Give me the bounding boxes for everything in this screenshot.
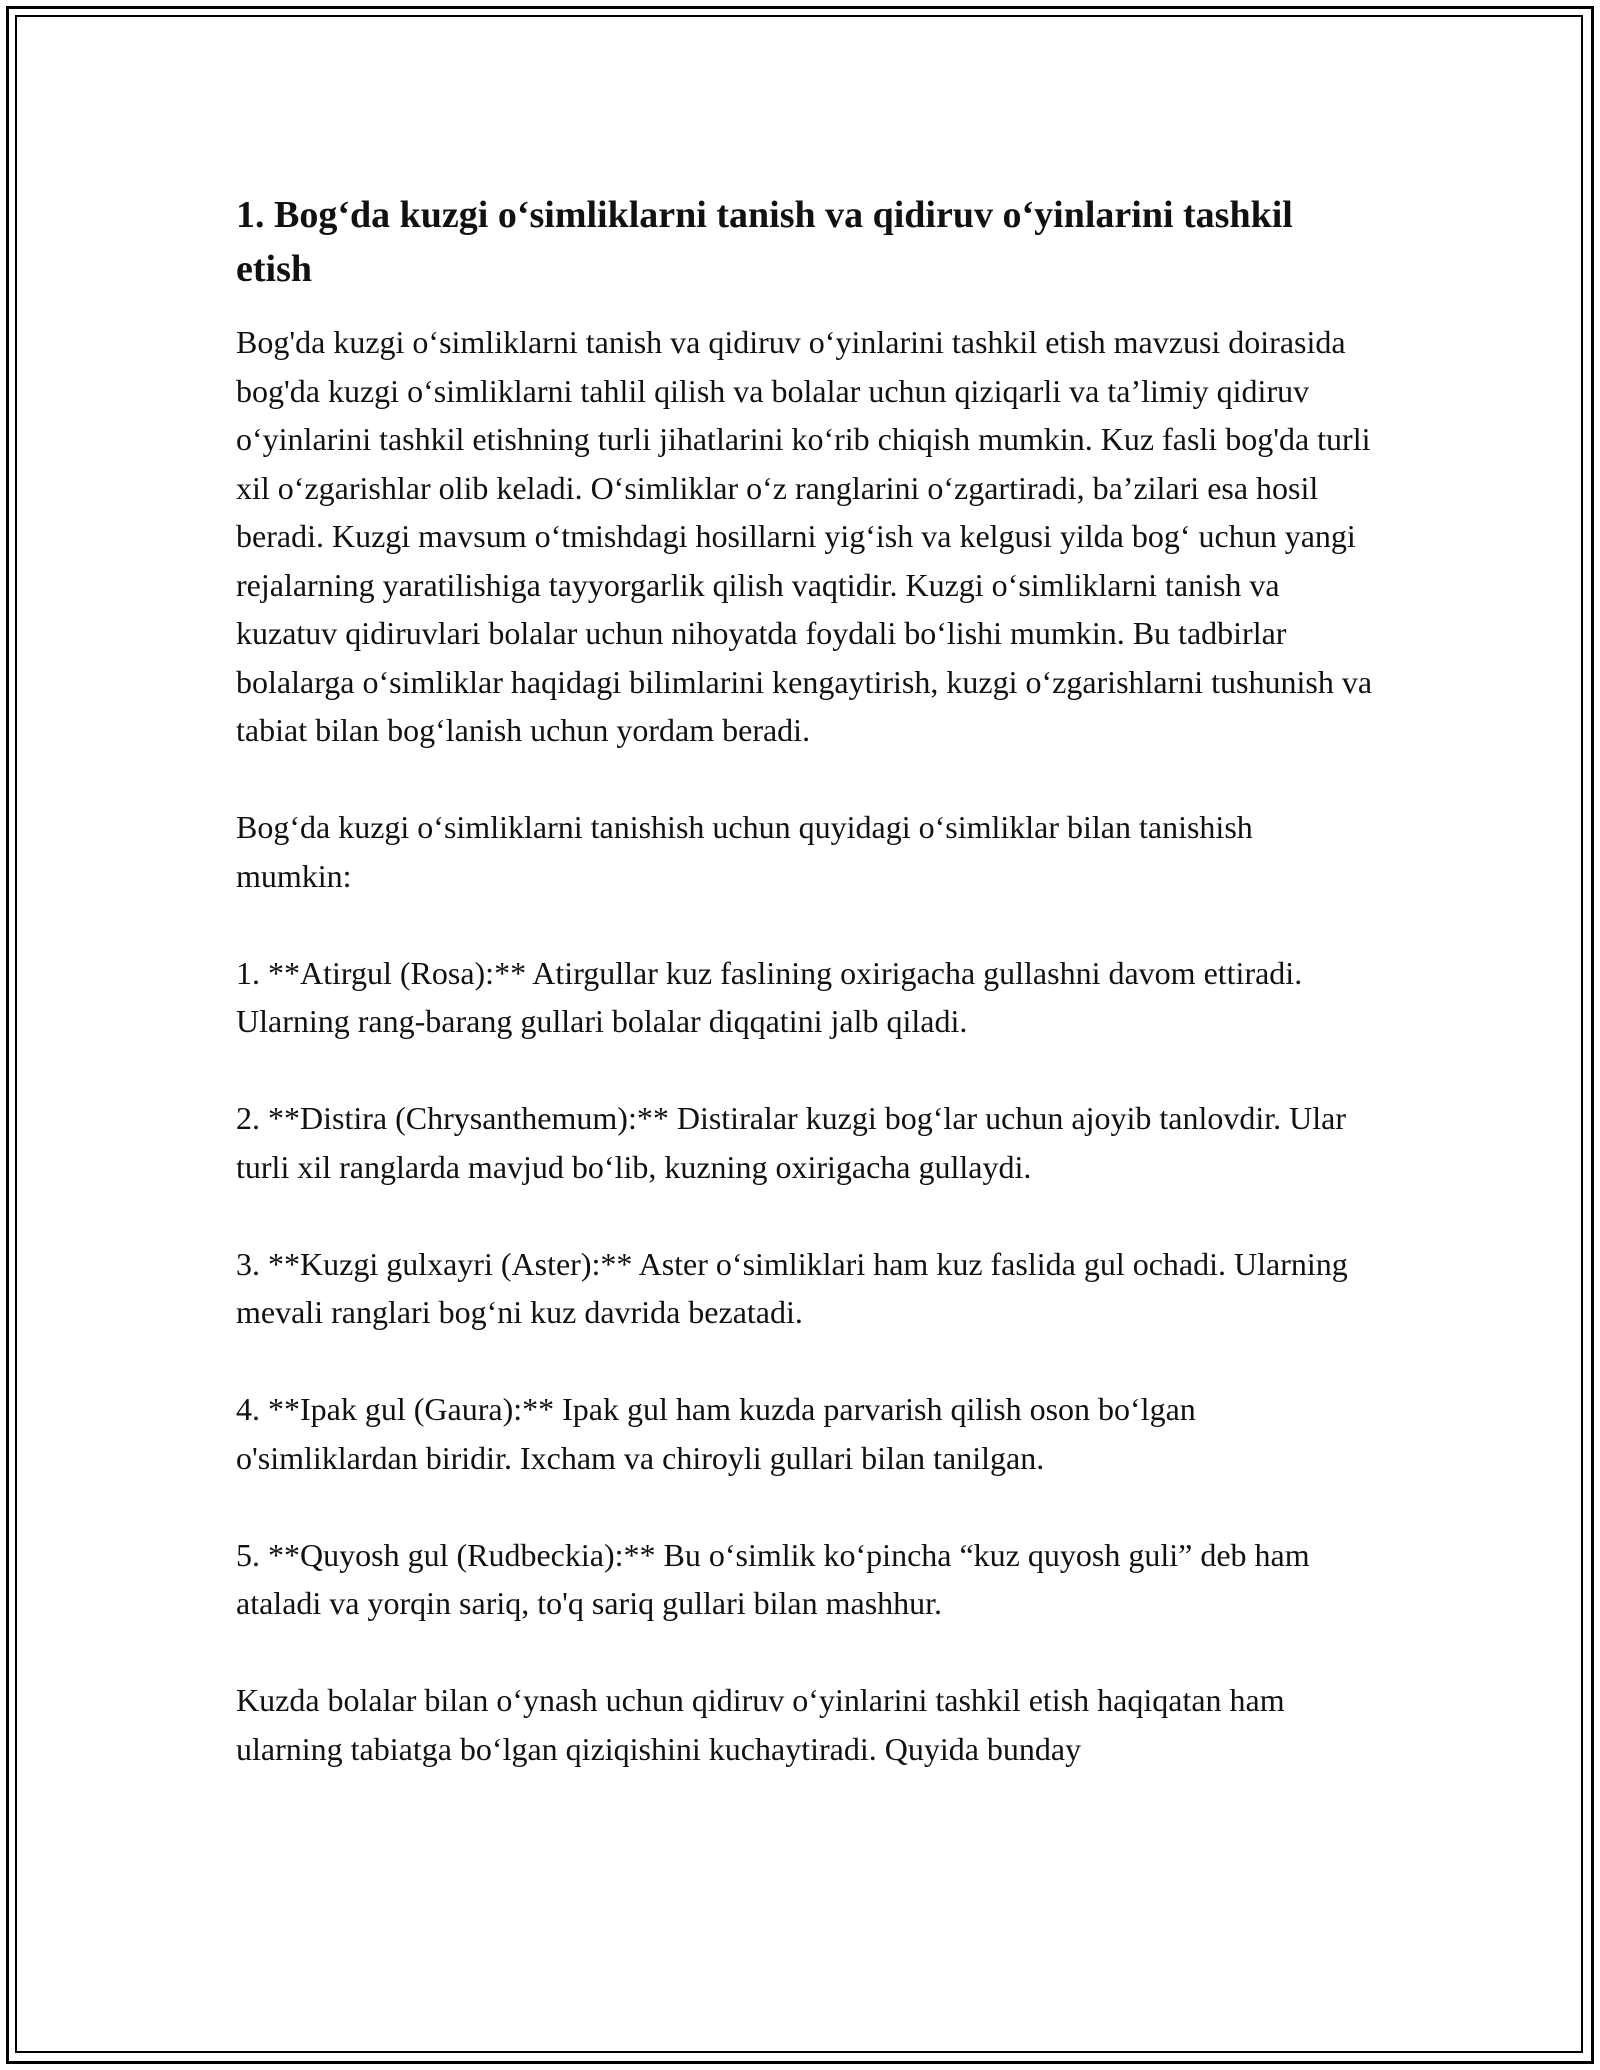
list-item-rudbeckia: 5. **Quyosh gul (Rudbeckia):** Bu o‘simlik ko‘pincha “kuz quyosh guli” deb ham ataladi va yorqin sariq, to'q sariq gullari bilan mashhur. bbox=[236, 1536, 1310, 1621]
list-item-atirgul: 1. **Atirgul (Rosa):** Atirgullar kuz faslining oxirigacha gullashni davom ettiradi. Ularning rang-barang gullari bolalar diqqatini jalb qiladi. bbox=[236, 954, 1303, 1039]
section-heading: 1. Bog‘da kuzgi o‘simliklarni tanish va qidiruv o‘yinlarini tashkil etish bbox=[236, 194, 1293, 290]
list-item-aster: 3. **Kuzgi gulxayri (Aster):** Aster o‘simliklari ham kuz faslida gul ochadi. Ularning mevali ranglari bog‘ni kuz davrida bezatadi. bbox=[236, 1245, 1348, 1330]
intro-paragraph: Bog'da kuzgi o‘simliklarni tanish va qidiruv o‘yinlarini tashkil etish mavzusi doirasida bog'da kuzgi o‘simliklarni tahlil qilish va bolalar uchun qiziqarli va ta’limiy qidiruv o‘yinlarini tashkil etishning turli jihatlarini ko‘rib chiqish mumkin. Kuz fasli bog'da turli xil o‘zgarishlar olib keladi. O‘simliklar o‘z ranglarini o‘zgartiradi, ba’zilari esa hosil beradi. Kuzgi mavsum o‘tmishdagi hosillarni yig‘ish va kelgusi yilda bog‘ uchun yangi rejalarning yaratilishiga tayyorgarlik qilish vaqtidir. Kuzgi o‘simliklarni tanish va kuzatuv qidiruvlari bolalar uchun nihoyatda foydali bo‘lishi mumkin. Bu tadbirlar bolalarga o‘simliklar haqidagi bilimlarini kengaytirish, kuzgi o‘zgarishlarni tushunish va tabiat bilan bog‘lanish uchun yordam beradi. bbox=[236, 324, 1373, 748]
list-item-gaura: 4. **Ipak gul (Gaura):** Ipak gul ham kuzda parvarish qilish oson bo‘lgan o'simliklardan biridir. Ixcham va chiroyli gullari bilan tanilgan. bbox=[236, 1391, 1196, 1476]
closing-paragraph: Kuzda bolalar bilan o‘ynash uchun qidiruv o‘yinlarini tashkil etish haqiqatan ham ularning tabiatga bo‘lgan qiziqishini kuchaytiradi. Quyida bunday bbox=[236, 1682, 1285, 1767]
plants-intro-paragraph: Bog‘da kuzgi o‘simliklarni tanishish uchun quyidagi o‘simliklar bilan tanishish mumkin: bbox=[236, 809, 1253, 894]
list-item-distira: 2. **Distira (Chrysanthemum):** Distiralar kuzgi bog‘lar uchun ajoyib tanlovdir. Ular turli xil ranglarda mavjud bo‘lib, kuzning oxirigacha gullaydi. bbox=[236, 1100, 1346, 1185]
document-body bbox=[236, 188, 1376, 1822]
